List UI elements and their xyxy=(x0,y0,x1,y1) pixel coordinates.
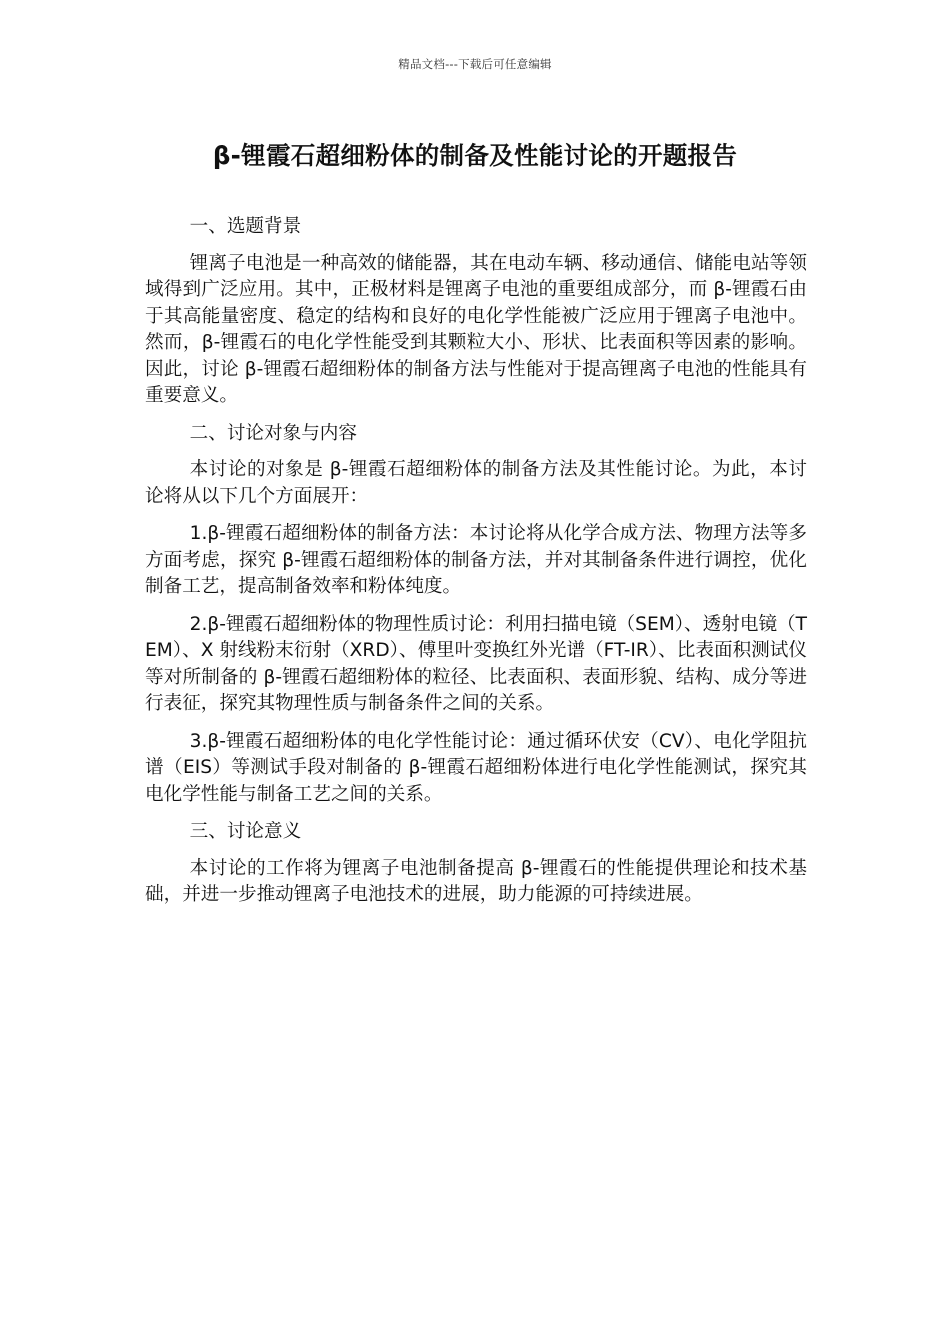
paragraph-background: 锂离子电池是一种高效的储能器，其在电动车辆、移动通信、储能电站等领域得到广泛应用。其中，正极材料是锂离子电池的重要组成部分，而 β-锂霞石由于其高能量密度、稳定的结构和良好的电化学性能被广泛应用于锂离子电池中。然而，β-锂霞石的电化学性能受到其颗粒大小、形状、比表面积等因素的影响。因此，讨论 β-锂霞石超细粉体的制备方法与性能对于提高锂离子电池的性能具有重要意义。 xyxy=(145,252,807,406)
document-body xyxy=(145,214,807,920)
list-item-physical-properties: 2.β-锂霞石超细粉体的物理性质讨论：利用扫描电镜（SEM）、透射电镜（TEM）、X 射线粉末衍射（XRD）、傅里叶变换红外光谱（FT-IR）、比表面积测试仪等对所制备的 β-锂霞石超细粉体的粒径、比表面积、表面形貌、结构、成分等进行表征，探究其物理性质与制备条件之间的关系。 xyxy=(145,613,807,714)
paragraph-content-intro: 本讨论的对象是 β-锂霞石超细粉体的制备方法及其性能讨论。为此，本讨论将从以下几个方面展开： xyxy=(145,459,807,507)
list-item-preparation-method: 1.β-锂霞石超细粉体的制备方法：本讨论将从化学合成方法、物理方法等多方面考虑，探究 β-锂霞石超细粉体的制备方法，并对其制备条件进行调控，优化制备工艺，提高制备效率和粉体纯度。 xyxy=(145,523,807,597)
section-heading-content: 二、讨论对象与内容 xyxy=(189,422,357,444)
section-heading-background: 一、选题背景 xyxy=(189,216,302,237)
section-heading-significance: 三、讨论意义 xyxy=(189,821,302,842)
list-item-electrochemical-performance: 3.β-锂霞石超细粉体的电化学性能讨论：通过循环伏安（CV）、电化学阻抗谱（EIS）等测试手段对制备的 β-锂霞石超细粉体进行电化学性能测试，探究其电化学性能与制备工艺之间的关系。 xyxy=(145,730,807,805)
document-title: β-锂霞石超细粉体的制备及性能讨论的开题报告 xyxy=(212,141,738,170)
paragraph-significance: 本讨论的工作将为锂离子电池制备提高 β-锂霞石的性能提供理论和技术基础，并进一步推动锂离子电池技术的进展，助力能源的可持续进展。 xyxy=(145,857,807,905)
header-note: 精品文档---下载后可任意编辑 xyxy=(398,57,552,71)
